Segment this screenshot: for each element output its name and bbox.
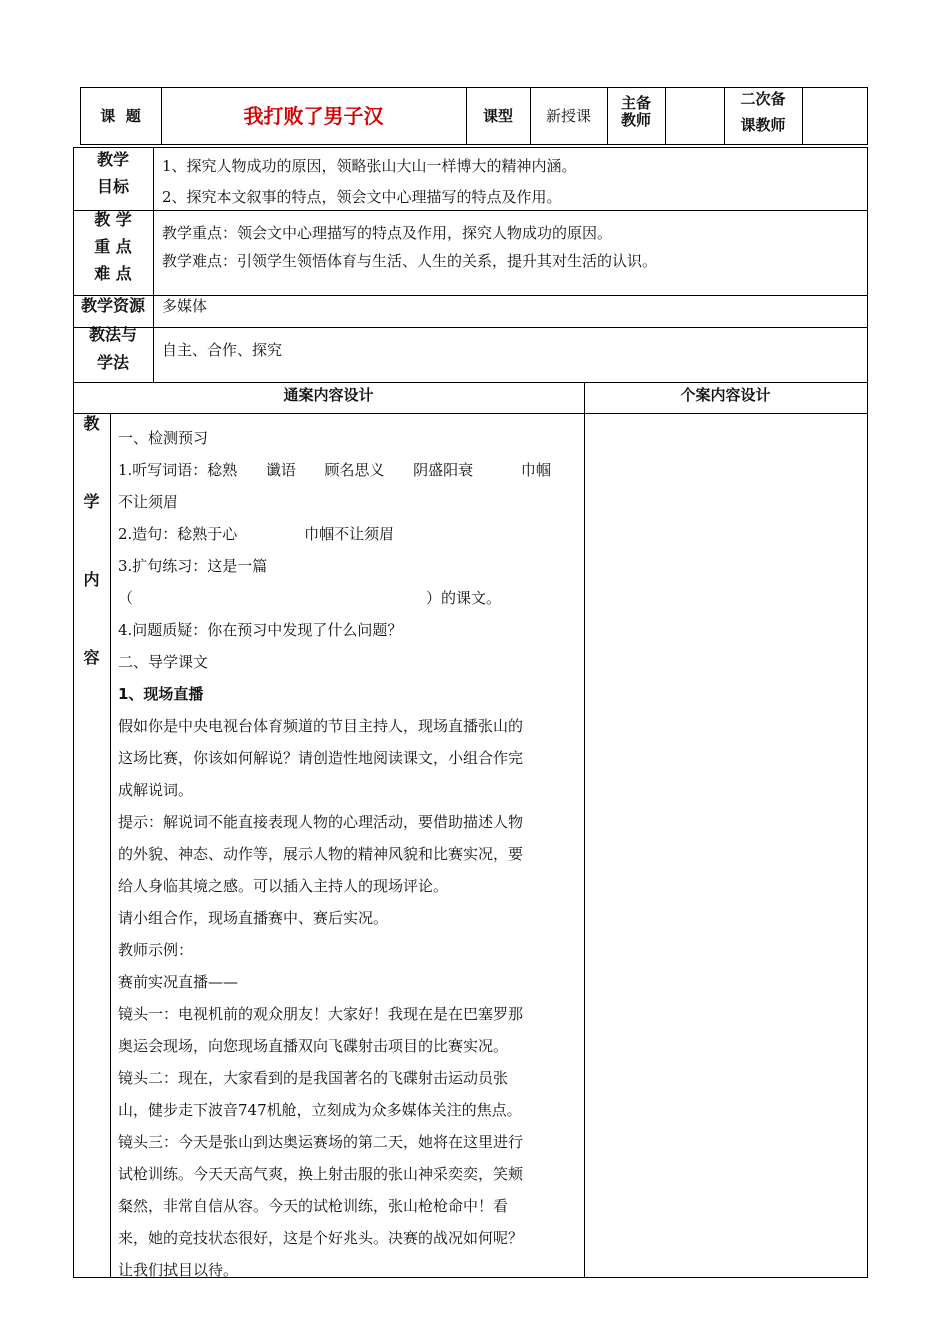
methods-label-line2: 学法 bbox=[96, 353, 129, 372]
dictation-line-2: 不让须眉 bbox=[118, 493, 179, 511]
hint-line-1: 提示：解说词不能直接表现人物的心理活动，要借助描述人物 bbox=[118, 813, 524, 831]
lead-teacher-label-line2: 教师 bbox=[620, 111, 651, 129]
task-line-3: 成解说词。 bbox=[118, 781, 194, 799]
second-teacher-label-line1: 二次备 bbox=[740, 90, 786, 108]
second-teacher-label-line2: 课教师 bbox=[740, 116, 786, 134]
expand-blank-open: （ bbox=[118, 589, 134, 607]
topic-label: 课 题 bbox=[100, 107, 141, 125]
lesson-type-value: 新授课 bbox=[545, 107, 591, 125]
task-line-1: 假如你是中央电视台体育频道的节目主持人，现场直播张山的 bbox=[118, 717, 524, 735]
shot3-line-5: 让我们拭目以待。 bbox=[118, 1261, 239, 1279]
task-line-2: 这场比赛，你该如何解说？请创造性地阅读课文，小组合作完 bbox=[118, 749, 524, 767]
shot1-line-1: 镜头一：电视机前的观众朋友！大家好！我现在是在巴塞罗那 bbox=[118, 1005, 524, 1023]
keypoints-label-line3: 难 点 bbox=[94, 264, 132, 283]
lesson-title: 我打败了男子汉 bbox=[243, 104, 384, 128]
difficult-point-text: 教学难点：引领学生领悟体育与生活、人生的关系，提升其对生活的认识。 bbox=[162, 252, 658, 270]
pre-match-heading: 赛前实况直播—— bbox=[118, 973, 239, 991]
content-side-label-char1: 教 bbox=[83, 414, 100, 433]
dictation-line-1: 1.听写词语：稔熟 谶语 顾名思义 阴盛阳衰 巾帼 bbox=[118, 461, 551, 479]
live-broadcast-heading: 1、现场直播 bbox=[118, 685, 204, 703]
hint-line-3: 给人身临其境之感。可以插入主持人的现场评论。 bbox=[118, 877, 449, 895]
shot2-line-1: 镜头二：现在，大家看到的是我国著名的飞碟射击运动员张 bbox=[118, 1069, 509, 1087]
teacher-example-label: 教师示例： bbox=[118, 941, 194, 959]
goal-item-2: 2、探究本文叙事的特点，领会文中心理描写的特点及作用。 bbox=[162, 188, 562, 206]
hint-line-2: 的外貌、神态、动作等，展示人物的精神风貌和比赛实况，要 bbox=[118, 845, 524, 863]
shot3-line-3: 粲然，非常自信从容。今天的试枪训练，张山枪枪命中！看 bbox=[118, 1197, 509, 1215]
expand-blank-close: ）的课文。 bbox=[426, 589, 502, 607]
group-task-line: 请小组合作，现场直播赛中、赛后实况。 bbox=[118, 909, 389, 927]
section-guide-heading: 二、导学课文 bbox=[118, 653, 209, 671]
resources-value: 多媒体 bbox=[162, 297, 208, 315]
methods-value: 自主、合作、探究 bbox=[162, 341, 283, 359]
lead-teacher-label-line1: 主备 bbox=[620, 94, 651, 112]
shot2-line-2: 山，健步走下波音747机舱，立刻成为众多媒体关注的焦点。 bbox=[118, 1101, 522, 1119]
shot3-line-4: 来，她的竞技状态很好，这是个好兆头。决赛的战况如何呢？ bbox=[118, 1229, 524, 1247]
individual-design-header: 个案内容设计 bbox=[680, 386, 771, 404]
goals-label-line2: 目标 bbox=[96, 177, 129, 196]
goal-item-1: 1、探究人物成功的原因，领略张山大山一样博大的精神内涵。 bbox=[162, 157, 577, 175]
key-point-text: 教学重点：领会文中心理描写的特点及作用，探究人物成功的原因。 bbox=[162, 224, 613, 242]
shot1-line-2: 奥运会现场，向您现场直播双向飞碟射击项目的比赛实况。 bbox=[118, 1037, 509, 1055]
keypoints-label-line2: 重 点 bbox=[94, 237, 132, 256]
shot3-line-2: 试枪训练。今天天高气爽，换上射击服的张山神采奕奕，笑颊 bbox=[118, 1165, 524, 1183]
expand-sentence-line: 3.扩句练习：这是一篇 bbox=[118, 557, 268, 575]
individual-design-area bbox=[585, 414, 867, 1277]
keypoints-label-line1: 教 学 bbox=[94, 210, 132, 229]
common-design-header: 通案内容设计 bbox=[283, 386, 374, 404]
question-line: 4.问题质疑：你在预习中发现了什么问题？ bbox=[118, 621, 403, 639]
methods-label-line1: 教法与 bbox=[88, 325, 137, 344]
content-side-label-char3: 内 bbox=[83, 570, 100, 589]
resources-label: 教学资源 bbox=[80, 296, 145, 315]
shot3-line-1: 镜头三：今天是张山到达奥运赛场的第二天，她将在这里进行 bbox=[118, 1133, 524, 1151]
content-side-label-char2: 学 bbox=[83, 492, 100, 511]
lesson-type-label: 课型 bbox=[482, 107, 513, 125]
sentence-making-line: 2.造句：稔熟于心 巾帼不让须眉 bbox=[118, 525, 395, 543]
content-side-label-char4: 容 bbox=[83, 648, 100, 667]
section-preview-heading: 一、检测预习 bbox=[118, 429, 209, 447]
goals-label-line1: 教学 bbox=[96, 150, 129, 169]
